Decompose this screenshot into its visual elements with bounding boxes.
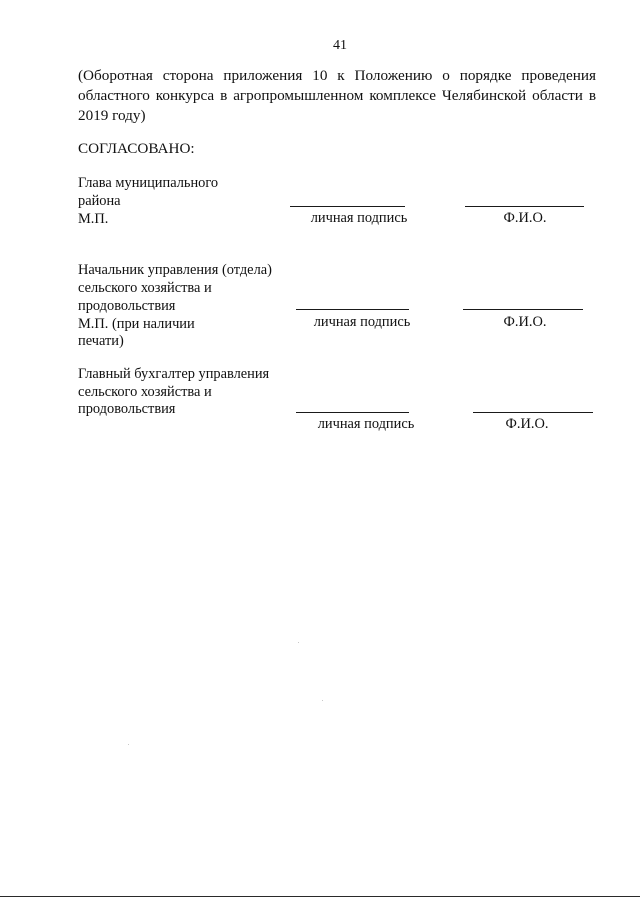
approved-heading: СОГЛАСОВАНО: xyxy=(78,140,195,157)
role-line: продовольствия xyxy=(78,298,176,314)
role-line: сельского хозяйства и xyxy=(78,384,212,400)
role-line: продовольствия xyxy=(78,401,176,417)
role-line: сельского хозяйства и xyxy=(78,280,212,296)
signature-line xyxy=(290,206,405,207)
role-line: Начальник управления (отдела) xyxy=(78,262,272,278)
role-line: Глава муниципального xyxy=(78,175,219,191)
document-intro-paragraph: (Оборотная сторона приложения 10 к Положению о порядке проведения областного конкурса в агропромышленном комплексе Челябинской области в 2019 году) xyxy=(78,67,596,124)
name-caption: Ф.И.О. xyxy=(503,210,547,226)
page-bottom-edge xyxy=(0,896,640,897)
signature-line xyxy=(296,412,409,413)
signature-line xyxy=(296,309,409,310)
scan-speck xyxy=(298,642,299,643)
signature-caption: личная подпись xyxy=(313,314,411,330)
name-caption: Ф.И.О. xyxy=(503,314,547,330)
name-caption: Ф.И.О. xyxy=(505,416,549,432)
role-line: М.П. xyxy=(78,211,109,227)
role-line: района xyxy=(78,193,121,209)
page-number: 41 xyxy=(333,38,347,53)
scan-speck xyxy=(322,700,323,701)
role-line: М.П. (при наличии xyxy=(78,316,195,332)
role-line: Главный бухгалтер управления xyxy=(78,366,270,382)
signature-caption: личная подпись xyxy=(317,416,415,432)
signature-caption: личная подпись xyxy=(310,210,408,226)
name-line xyxy=(463,309,583,310)
name-line xyxy=(465,206,584,207)
scan-speck xyxy=(128,744,129,745)
role-line: печати) xyxy=(78,333,124,349)
name-line xyxy=(473,412,593,413)
